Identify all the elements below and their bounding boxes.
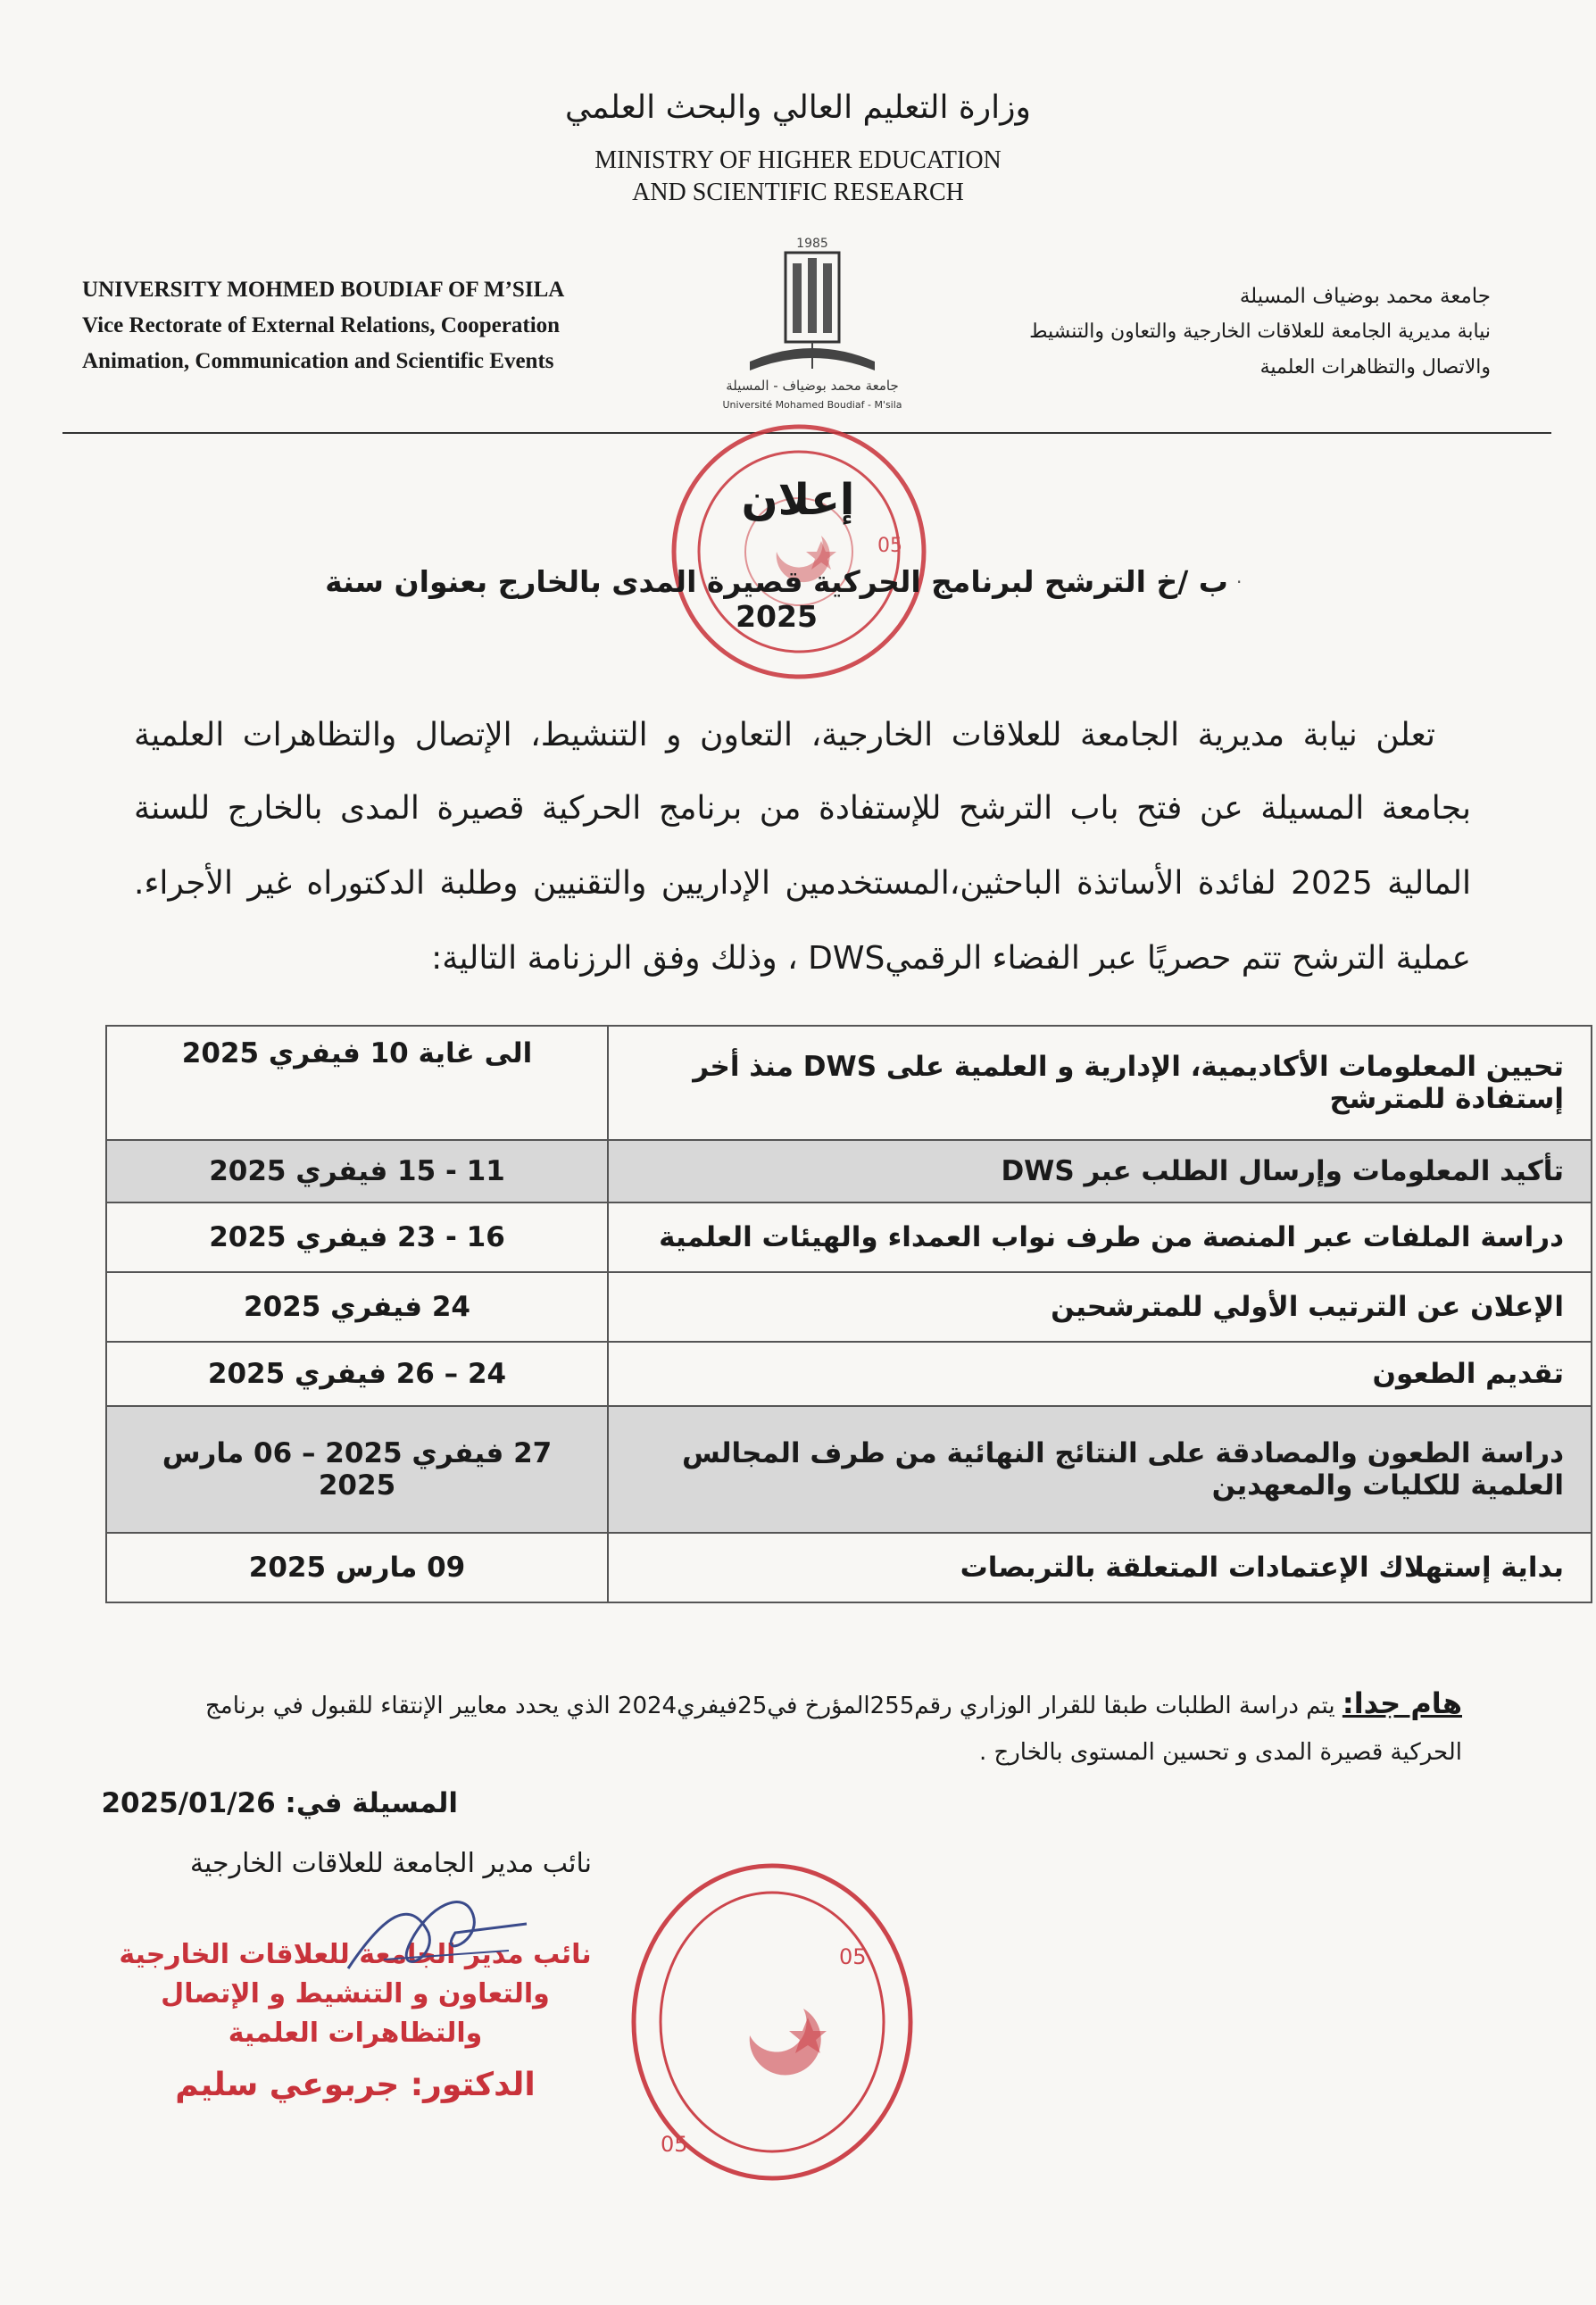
paragraph-line-2: بجامعة المسيلة عن فتح باب الترشح للإستفادة من برنامج الحركية قصيرة المدى بالخارج للسنة [134, 790, 1471, 827]
schedule-step: دراسة الطعون والمصادقة على النتائج النهائية من طرف المجالس العلمية للكليات والمعهدين [608, 1406, 1592, 1533]
announcement-title: إعلان [741, 475, 855, 525]
handwritten-signature-icon [330, 1879, 544, 1995]
table-row [106, 1202, 1592, 1272]
schedule-table [105, 1025, 1592, 1603]
university-block-ar [919, 279, 1491, 386]
stamp-line-3: والتظاهرات العلمية [228, 2018, 483, 2049]
logo-caption-fr: Université Mohamed Boudiaf - M'sila [722, 399, 902, 411]
schedule-step: تقديم الطعون [608, 1342, 1592, 1406]
official-stamp-icon [665, 418, 933, 686]
university-seal-icon [625, 1857, 919, 2187]
table-row [106, 1140, 1592, 1202]
stamp-line-1: نائب مدير الجامعة للعلاقات الخارجية [119, 1939, 592, 1970]
university-logo [696, 237, 928, 420]
paragraph-line-1: تعلن نيابة مديرية الجامعة للعلاقات الخارجية، التعاون و التنشيط، الإتصال والتظاهرات العلمية [134, 717, 1435, 753]
svg-text:05: 05 [877, 535, 902, 557]
logo-caption-ar: جامعة محمد بوضياف - المسيلة [726, 378, 899, 394]
table-row [106, 1272, 1592, 1342]
schedule-date: 11 - 15 فيفري 2025 [106, 1140, 608, 1202]
schedule-date: الى غاية 10 فيفري 2025 [106, 1026, 608, 1140]
note-label: هام جدا: [1342, 1686, 1462, 1720]
issue-date: المسيلة في: 2025/01/26 [101, 1787, 458, 1819]
university-name-en: UNIVERSITY MOHMED BOUDIAF OF M’SILA [82, 278, 565, 302]
schedule-step: بداية إستهلاك الإعتمادات المتعلقة بالتربصات [608, 1533, 1592, 1602]
vice-rectorate-en-line2: Animation, Communication and Scientific Events [82, 349, 554, 373]
ministry-name-en [0, 145, 1596, 209]
schedule-step: الإعلان عن الترتيب الأولي للمترشحين [608, 1272, 1592, 1342]
schedule-date: 27 فيفري 2025 – 06 مارس 2025 [106, 1406, 608, 1533]
ministry-name-en-line1: MINISTRY OF HIGHER EDUCATION [594, 146, 1002, 174]
stamp-line-2: والتعاون و التنشيط و الإتصال [161, 1978, 550, 2010]
vice-rectorate-en-line1: Vice Rectorate of External Relations, Cooperation [82, 313, 561, 337]
schedule-step: تأكيد المعلومات وإرسال الطلب عبر DWS [608, 1140, 1592, 1202]
svg-text:05: 05 [839, 1944, 867, 1969]
table-row [106, 1533, 1592, 1602]
signatory-name: الدكتور: جربوعي سليم [175, 2067, 536, 2103]
schedule-date: 16 - 23 فيفري 2025 [106, 1202, 608, 1272]
vice-rectorate-ar-line2: والاتصال والتظاهرات العلمية [1259, 356, 1491, 379]
table-row [106, 1026, 1592, 1140]
logo-emblem-icon [696, 237, 928, 379]
schedule-date: 24 فيفري 2025 [106, 1272, 608, 1342]
table-row [106, 1406, 1592, 1533]
schedule-date: 24 – 26 فيفري 2025 [106, 1342, 608, 1406]
vice-rectorate-ar-line1: نيابة مديرية الجامعة للعلاقات الخارجية والتعاون والتنشيط [1029, 320, 1491, 343]
paragraph-line-4: عملية الترشح تتم حصريًا عبر الفضاء الرقميDWS ، وذلك وفق الرزنامة التالية: [431, 940, 1471, 977]
schedule-date: 09 مارس 2025 [106, 1533, 608, 1602]
subtitle-bullet: · [1236, 571, 1243, 593]
schedule-step: دراسة الملفات عبر المنصة من طرف نواب العمداء والهيئات العلمية [608, 1202, 1592, 1272]
important-note [134, 1680, 1462, 1776]
paragraph-line-3: المالية 2025 لفائدة الأساتذة الباحثين،المستخدمين الإداريين والتقنيين وطلبة الدكتوراه غير الأجراء. [134, 865, 1471, 902]
ministry-name-en-line2: AND SCIENTIFIC RESEARCH [632, 179, 964, 206]
ministry-name-ar: وزارة التعليم العالي والبحث العلمي [565, 89, 1031, 126]
note-text: يتم دراسة الطلبات طبقا للقرار الوزاري رقم255المؤرخ في25فيفري2024 الذي يحدد معايير الإنتقاء للقبول في برنامج الحركية قصيرة المدى و تحسين المستوى بالخارج . [205, 1693, 1462, 1766]
announcement-subtitle: ب /خ الترشح لبرنامج الحركية قصيرة المدى بالخارج بعنوان سنة 2025 [325, 564, 1228, 634]
university-name-ar: جامعة محمد بوضياف المسيلة [1239, 285, 1491, 308]
university-block-en [82, 272, 653, 379]
svg-text:05: 05 [661, 2132, 688, 2157]
schedule-step: تحيين المعلومات الأكاديمية، الإدارية و العلمية على DWS منذ أخر إستفادة للمترشح [608, 1026, 1592, 1140]
logo-year: 1985 [796, 237, 828, 251]
signatory-title: نائب مدير الجامعة للعلاقات الخارجية [189, 1848, 592, 1879]
table-row [106, 1342, 1592, 1406]
